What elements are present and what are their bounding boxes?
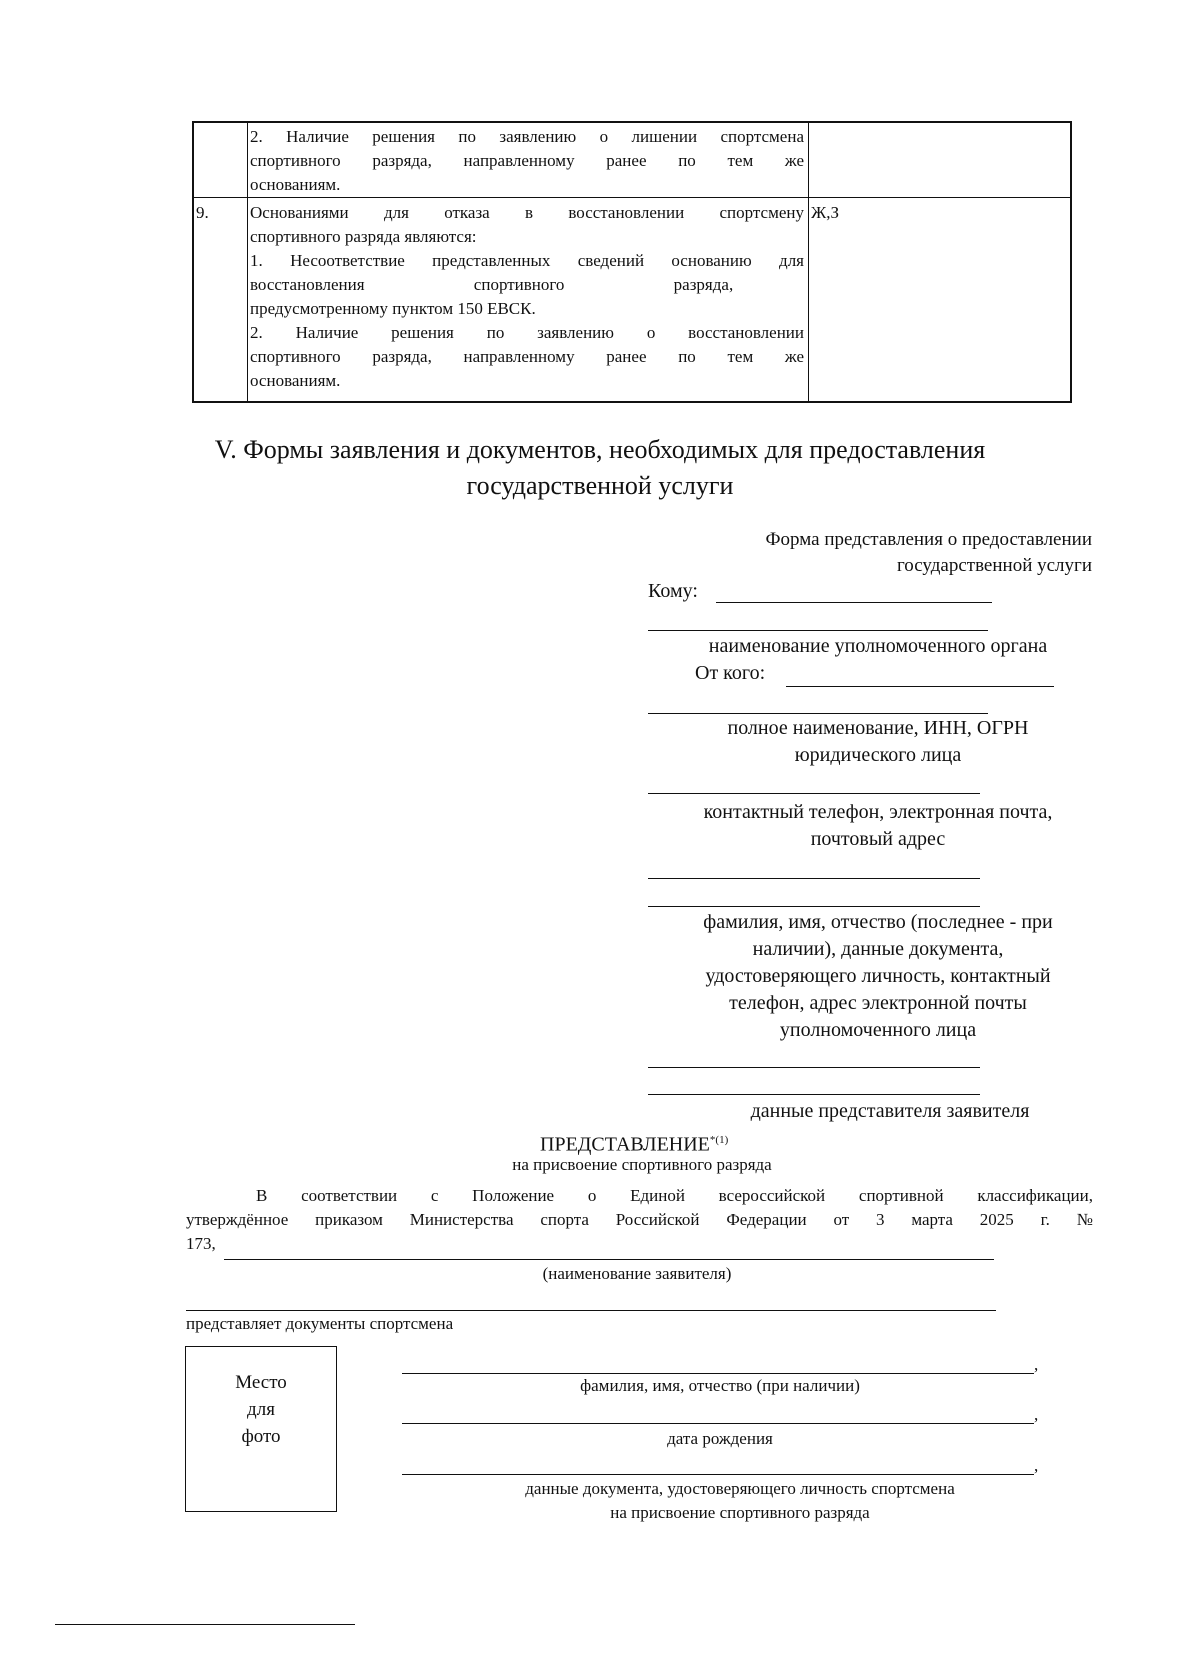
caption-line: телефон, адрес электронной почты	[729, 992, 1027, 1014]
caption-line: фамилия, имя, отчество (последнее - при	[703, 911, 1053, 933]
caption-line: данные документа, удостоверяющего личность спортсмена	[525, 1479, 955, 1498]
from-label: От кого:	[695, 662, 766, 684]
presents-text: представляет документы спортсмена	[186, 1314, 454, 1333]
caption-line: контактный телефон, электронная почта,	[703, 801, 1053, 823]
photo-label-line: для	[247, 1399, 275, 1420]
form-name-line: Форма представления о предоставлении	[765, 529, 1092, 550]
applicant-caption: (наименование заявителя)	[542, 1264, 732, 1283]
footnote-mark: *(1)	[709, 1134, 729, 1146]
caption-line: на присвоение спортивного разряда	[610, 1503, 870, 1522]
athlete-dob-field-line[interactable]	[402, 1423, 1034, 1424]
table-text-line: предусмотренному пунктом 150 ЕВСК.	[250, 299, 536, 318]
section-title: V. Формы заявления и документов, необходимых для предоставления	[214, 435, 986, 464]
table-row-top-text	[250, 125, 804, 197]
from-field-line[interactable]	[648, 713, 988, 714]
from-field-line[interactable]	[786, 686, 1054, 687]
section-title-continuation: государственной услуги	[466, 471, 734, 500]
to-field-line[interactable]	[716, 602, 992, 603]
table-row-number: 9.	[196, 203, 209, 222]
table-row-9-text	[250, 201, 804, 393]
table-text-line: восстановления спортивного разряда,	[250, 275, 734, 294]
table-text-line: 1. Несоответствие представленных сведений основанию для	[250, 251, 804, 270]
photo-label-line: фото	[241, 1426, 281, 1447]
body-line: утверждённое приказом Министерства спорта Российской Федерации от 3 марта 2025 г. №	[186, 1210, 1093, 1229]
table-text-line: 2. Наличие решения по заявлению о лишении спортсмена	[250, 127, 804, 146]
person-field-line[interactable]	[648, 906, 980, 907]
table-row-divider	[194, 197, 1070, 198]
contact-field-line[interactable]	[648, 793, 980, 794]
comma: ,	[1034, 1405, 1039, 1424]
table-text-line: основаниям.	[250, 371, 341, 390]
table-row-code: Ж,З	[811, 203, 839, 222]
representative-caption: данные представителя заявителя	[750, 1100, 1030, 1122]
form-name-line: государственной услуги	[896, 555, 1092, 576]
caption-line: наличии), данные документа,	[752, 938, 1004, 960]
athlete-fio-caption: фамилия, имя, отчество (при наличии)	[580, 1376, 860, 1395]
table-text-line: спортивного разряда являются:	[250, 227, 477, 246]
photo-label-line: Место	[235, 1372, 287, 1393]
table-text-line: спортивного разряда, направленному ранее по тем же	[250, 347, 804, 366]
representative-field-line[interactable]	[648, 1094, 980, 1095]
person-field-line[interactable]	[648, 878, 980, 879]
authorized-person-caption	[652, 909, 1104, 1044]
athlete-dob-caption: дата рождения	[667, 1429, 773, 1448]
table-column-divider	[247, 123, 248, 401]
table-text-line: Основаниями для отказа в восстановлении спортсмену	[250, 203, 804, 222]
comma: ,	[1034, 1355, 1039, 1374]
requirements-table	[192, 121, 1072, 403]
caption-line: уполномоченного лица	[779, 1019, 977, 1041]
table-text-line: спортивного разряда, направленному ранее по тем же	[250, 151, 804, 170]
representation-title-text: ПРЕДСТАВЛЕНИЕ	[540, 1133, 710, 1156]
applicant-field-line[interactable]	[186, 1310, 996, 1311]
to-label: Кому:	[648, 580, 698, 602]
contact-caption	[652, 799, 1104, 853]
caption-line: удостоверяющего личность, контактный	[705, 965, 1051, 987]
representation-subtitle: на присвоение спортивного разряда	[512, 1155, 772, 1174]
form-name	[600, 527, 1092, 579]
caption-line: юридического лица	[794, 744, 962, 766]
to-field-line[interactable]	[648, 630, 988, 631]
body-line: 173,	[186, 1234, 216, 1253]
body-line: В соответствии с Положение о Единой всероссийской спортивной классификации,	[256, 1186, 1093, 1205]
photo-placeholder	[185, 1346, 337, 1512]
comma: ,	[1034, 1456, 1039, 1475]
athlete-doc-caption	[440, 1477, 1040, 1525]
table-text-line: 2. Наличие решения по заявлению о восстановлении	[250, 323, 804, 342]
legal-entity-caption	[652, 715, 1104, 769]
athlete-doc-field-line[interactable]	[402, 1474, 1034, 1475]
representation-body	[186, 1184, 1093, 1256]
to-caption: наименование уполномоченного органа	[708, 635, 1048, 657]
caption-line: почтовый адрес	[810, 828, 946, 850]
applicant-field-line[interactable]	[224, 1259, 994, 1260]
representative-field-line[interactable]	[648, 1067, 980, 1068]
caption-line: полное наименование, ИНН, ОГРН	[727, 717, 1029, 739]
table-text-line: основаниям.	[250, 175, 341, 194]
footnote-separator	[55, 1624, 355, 1625]
table-column-divider	[808, 123, 809, 401]
